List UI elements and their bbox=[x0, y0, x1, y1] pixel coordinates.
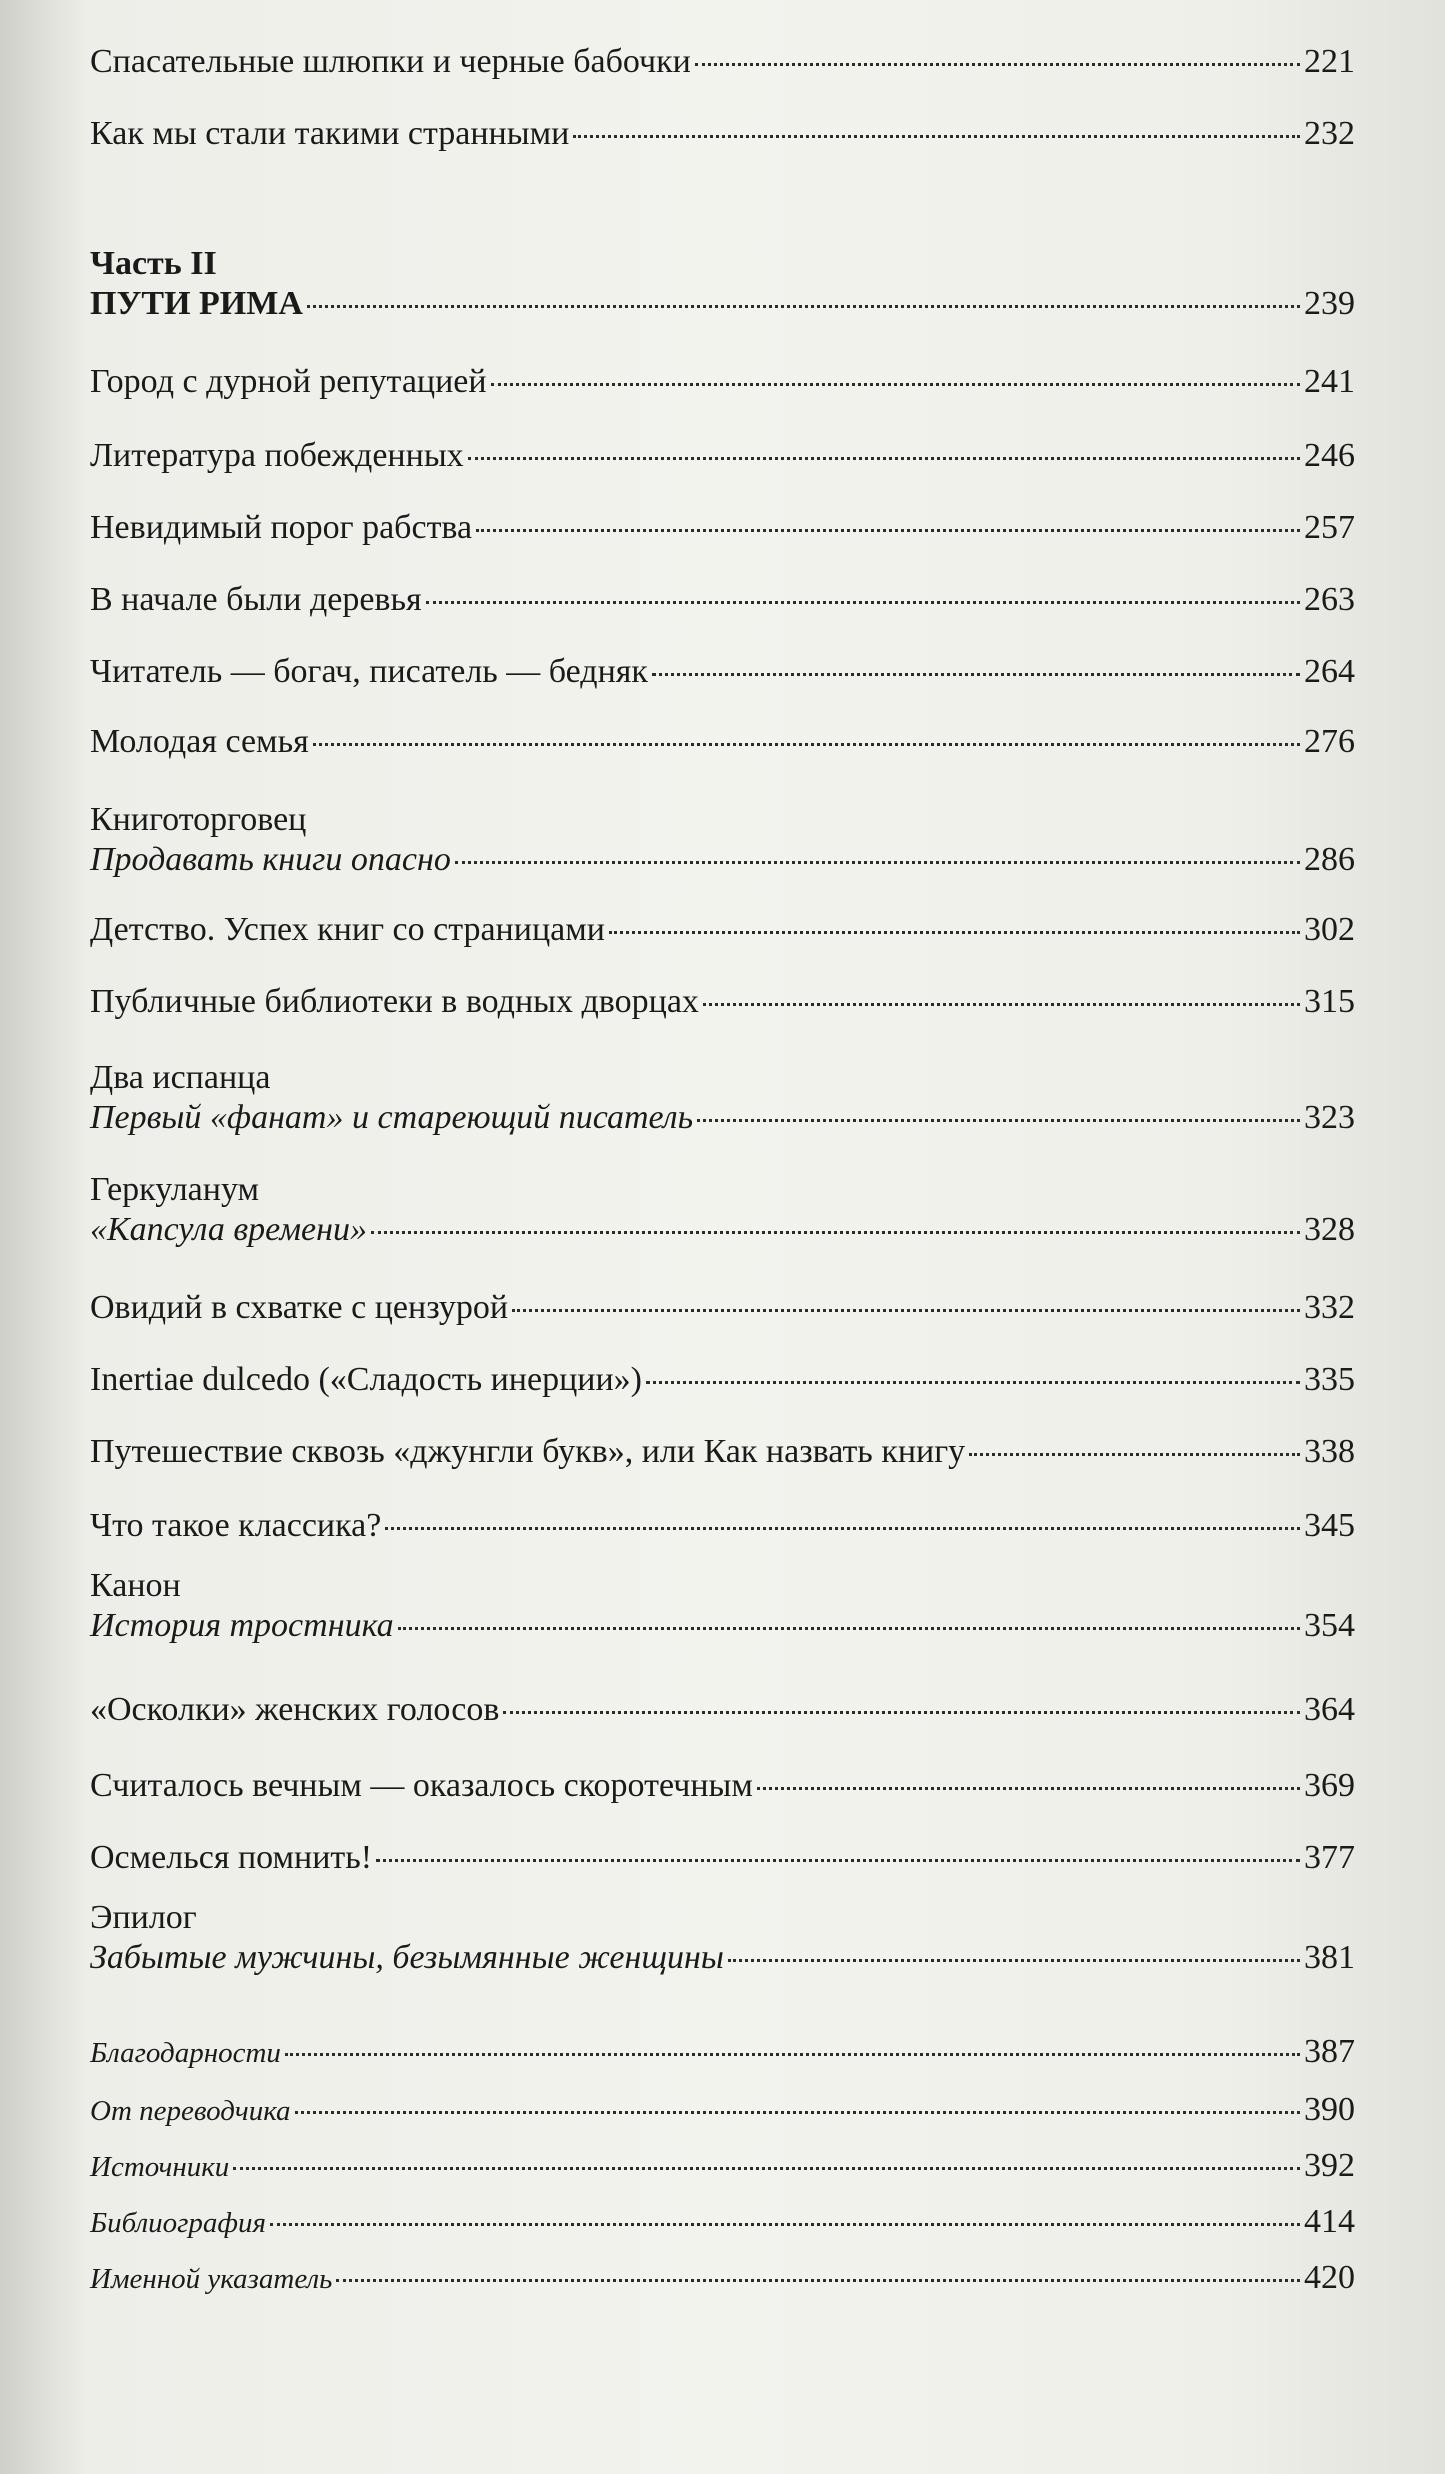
entry-heading: Геркуланум bbox=[90, 1171, 260, 1208]
entry-title: Источники bbox=[90, 2151, 230, 2183]
dot-leader bbox=[336, 2279, 1300, 2282]
page-number: 332 bbox=[1304, 1289, 1355, 1326]
dot-leader bbox=[728, 1959, 1300, 1962]
dot-leader bbox=[307, 305, 1300, 308]
dot-leader bbox=[455, 861, 1300, 864]
page-number: 387 bbox=[1304, 2033, 1355, 2070]
toc-entry bbox=[90, 2146, 1355, 2187]
dot-leader bbox=[697, 1119, 1300, 1122]
toc-entry bbox=[90, 1766, 1355, 1806]
toc-entry bbox=[90, 1838, 1355, 1878]
toc-entry bbox=[90, 1690, 1355, 1730]
entry-title: Осмелься помнить! bbox=[90, 1839, 373, 1876]
entry-title: Inertiae dulcedo («Сладость инерции») bbox=[90, 1361, 642, 1398]
toc-entry bbox=[90, 2258, 1355, 2299]
part-heading bbox=[90, 244, 1355, 324]
entry-title: Читатель — богач, писатель — бедняк bbox=[90, 653, 648, 690]
dot-leader bbox=[503, 1711, 1300, 1714]
page-number: 263 bbox=[1304, 581, 1355, 618]
toc-entry bbox=[90, 1506, 1355, 1546]
page-number: 232 bbox=[1304, 115, 1355, 152]
toc-entry bbox=[90, 508, 1355, 548]
entry-title: Первый «фанат» и стареющий писатель bbox=[90, 1099, 694, 1136]
page-number: 239 bbox=[1304, 285, 1355, 322]
dot-leader bbox=[285, 2053, 1300, 2056]
entry-title: Литература побежденных bbox=[90, 437, 464, 474]
page-number: 328 bbox=[1304, 1211, 1355, 1248]
entry-title: Детство. Успех книг со страницами bbox=[90, 911, 605, 948]
entry-title: История тростника bbox=[90, 1607, 394, 1644]
entry-title: Именной указатель bbox=[90, 2263, 333, 2295]
dot-leader bbox=[703, 1003, 1300, 1006]
dot-leader bbox=[313, 743, 1300, 746]
dot-leader bbox=[573, 135, 1300, 138]
page-number: 335 bbox=[1304, 1361, 1355, 1398]
page-number: 345 bbox=[1304, 1507, 1355, 1544]
dot-leader bbox=[476, 529, 1300, 532]
dot-leader bbox=[468, 457, 1300, 460]
entry-title: Невидимый порог рабства bbox=[90, 509, 473, 546]
entry-title: Что такое классика? bbox=[90, 1507, 382, 1544]
toc-entry bbox=[90, 910, 1355, 950]
page-number: 241 bbox=[1304, 363, 1355, 400]
entry-title: Считалось вечным — оказалось скоротечным bbox=[90, 1767, 753, 1804]
toc-entry bbox=[90, 982, 1355, 1022]
page-number: 420 bbox=[1304, 2259, 1355, 2296]
entry-title: Продавать книги опасно bbox=[90, 841, 451, 878]
page-number: 302 bbox=[1304, 911, 1355, 948]
page-number: 264 bbox=[1304, 653, 1355, 690]
dot-leader bbox=[969, 1453, 1300, 1456]
part-title: ПУТИ РИМА bbox=[90, 285, 303, 322]
toc-entry bbox=[90, 722, 1355, 762]
toc-entry bbox=[90, 1898, 1355, 1978]
dot-leader bbox=[376, 1859, 1300, 1862]
entry-title: Как мы стали такими странными bbox=[90, 115, 570, 152]
entry-heading: Книготорговец bbox=[90, 801, 307, 838]
dot-leader bbox=[233, 2167, 1300, 2170]
toc-entry bbox=[90, 1058, 1355, 1138]
page-number: 364 bbox=[1304, 1691, 1355, 1728]
entry-title: Спасательные шлюпки и черные бабочки bbox=[90, 43, 691, 80]
toc-entry bbox=[90, 2202, 1355, 2243]
toc-entry bbox=[90, 800, 1355, 880]
entry-heading: Два испанца bbox=[90, 1059, 271, 1096]
dot-leader bbox=[385, 1527, 1300, 1530]
toc-entry bbox=[90, 114, 1355, 154]
page-number: 257 bbox=[1304, 509, 1355, 546]
entry-title: Овидий в схватке с цензурой bbox=[90, 1289, 509, 1326]
entry-title: В начале были деревья bbox=[90, 581, 422, 618]
toc-entry bbox=[90, 1432, 1355, 1472]
entry-title: Благодарности bbox=[90, 2037, 281, 2069]
dot-leader bbox=[695, 63, 1300, 66]
entry-heading: Эпилог bbox=[90, 1899, 197, 1936]
page-number: 377 bbox=[1304, 1839, 1355, 1876]
page-number: 315 bbox=[1304, 983, 1355, 1020]
dot-leader bbox=[398, 1627, 1300, 1630]
dot-leader bbox=[491, 383, 1300, 386]
dot-leader bbox=[512, 1309, 1300, 1312]
dot-leader bbox=[371, 1231, 1300, 1234]
dot-leader bbox=[757, 1787, 1300, 1790]
entry-title: «Осколки» женских голосов bbox=[90, 1691, 500, 1728]
entry-title: Город с дурной репутацией bbox=[90, 363, 487, 400]
toc-entry bbox=[90, 1360, 1355, 1400]
entry-heading: Канон bbox=[90, 1567, 181, 1604]
page-number: 414 bbox=[1304, 2203, 1355, 2240]
toc-entry bbox=[90, 362, 1355, 402]
toc-entry bbox=[90, 2090, 1355, 2131]
toc-entry bbox=[90, 436, 1355, 476]
page-number: 246 bbox=[1304, 437, 1355, 474]
toc-entry bbox=[90, 2032, 1355, 2073]
entry-title: Публичные библиотеки в водных дворцах bbox=[90, 983, 699, 1020]
dot-leader bbox=[652, 673, 1300, 676]
toc-entry bbox=[90, 652, 1355, 692]
page-number: 338 bbox=[1304, 1433, 1355, 1470]
dot-leader bbox=[270, 2223, 1300, 2226]
page-number: 369 bbox=[1304, 1767, 1355, 1804]
entry-title: Библиография bbox=[90, 2207, 266, 2239]
page-number: 354 bbox=[1304, 1607, 1355, 1644]
entry-title: От переводчика bbox=[90, 2095, 291, 2127]
page-number: 221 bbox=[1304, 43, 1355, 80]
part-label: Часть II bbox=[90, 245, 217, 282]
toc-entry bbox=[90, 42, 1355, 82]
entry-title: Молодая семья bbox=[90, 723, 309, 760]
dot-leader bbox=[426, 601, 1300, 604]
page-number: 286 bbox=[1304, 841, 1355, 878]
page-number: 276 bbox=[1304, 723, 1355, 760]
entry-title: Путешествие сквозь «джунгли букв», или Как назвать книгу bbox=[90, 1433, 966, 1470]
page-number: 392 bbox=[1304, 2147, 1355, 2184]
dot-leader bbox=[295, 2111, 1300, 2114]
page-number: 381 bbox=[1304, 1939, 1355, 1976]
toc-entry bbox=[90, 580, 1355, 620]
entry-title: Забытые мужчины, безымянные женщины bbox=[90, 1939, 724, 1976]
dot-leader bbox=[646, 1381, 1300, 1384]
page-number: 323 bbox=[1304, 1099, 1355, 1136]
toc-entry bbox=[90, 1288, 1355, 1328]
dot-leader bbox=[609, 931, 1300, 934]
page-number: 390 bbox=[1304, 2091, 1355, 2128]
toc-entry bbox=[90, 1566, 1355, 1646]
toc-entry bbox=[90, 1170, 1355, 1250]
entry-title: «Капсула времени» bbox=[90, 1211, 368, 1248]
